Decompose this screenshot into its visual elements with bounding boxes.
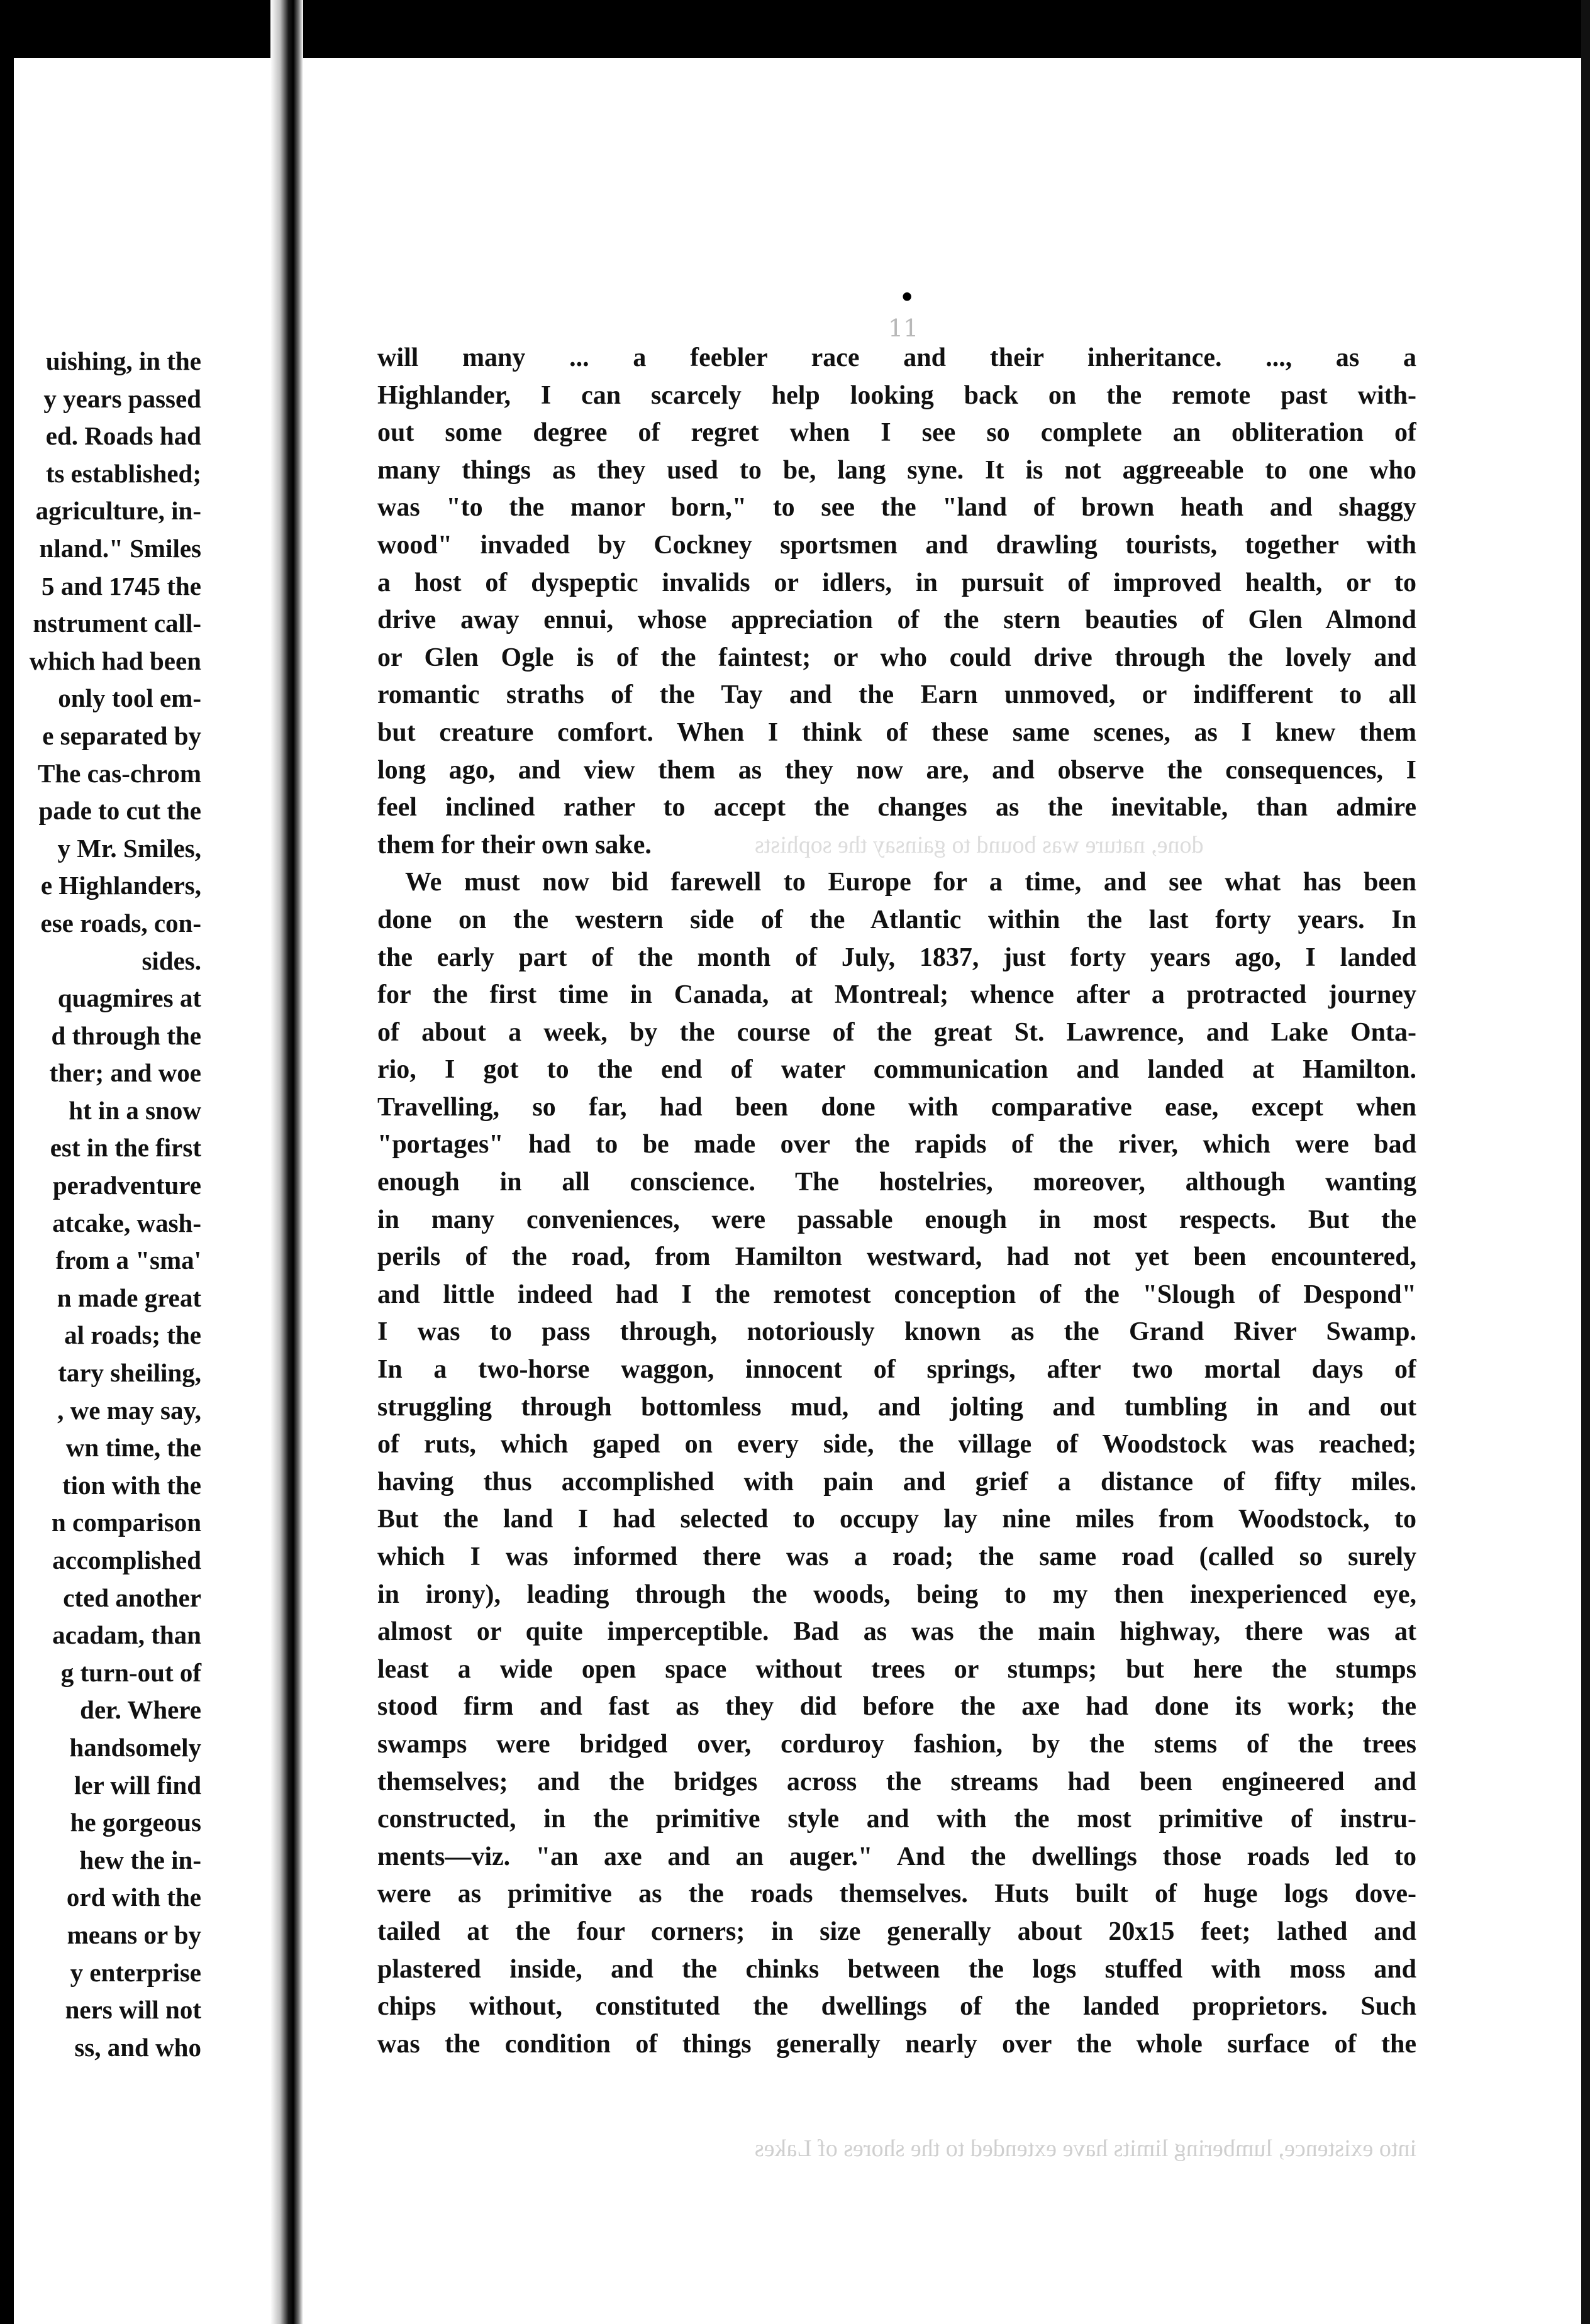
left-page-line: e Highlanders,: [40, 871, 201, 900]
text-line: done on the western side of the Atlantic within the last forty years. In: [377, 905, 1416, 934]
left-page-line: hew the in-: [79, 1845, 201, 1874]
page-number-faint: 11: [888, 314, 919, 342]
left-page-line: quagmires at: [57, 983, 201, 1013]
bleed-through-bottom: into existence, lumbering limits have extended to the shores of Lakes: [754, 2135, 1416, 2162]
left-page-line: g turn-out of: [60, 1657, 201, 1687]
left-page-line: acadam, than: [52, 1620, 201, 1650]
left-page-line: ht in a snow: [69, 1095, 201, 1125]
text-line: ments—viz. "an axe and an auger." And the dwellings those roads led to: [377, 1842, 1416, 1871]
left-page-line: ord with the: [66, 1883, 201, 1912]
left-page-line: nland." Smiles: [39, 533, 201, 563]
text-line: swamps were bridged over, corduroy fashion, by the stems of the trees: [377, 1729, 1416, 1759]
left-page-line: sides.: [142, 946, 201, 975]
left-page-line: n made great: [57, 1283, 201, 1312]
left-page-line: he gorgeous: [70, 1808, 201, 1837]
text-line: were as primitive as the roads themselves. Huts built of huge logs dove-: [377, 1879, 1416, 1909]
text-line: out some degree of regret when I see so complete an obliteration of: [377, 418, 1416, 448]
text-line: of about a week, by the course of the great St. Lawrence, and Lake Onta-: [377, 1017, 1416, 1047]
text-line: least a wide open space without trees or stumps; but here the stumps: [377, 1654, 1416, 1684]
right-page-body: [377, 340, 1416, 2063]
left-page-line: cted another: [63, 1583, 201, 1612]
text-line: romantic straths of the Tay and the Earn unmoved, or indifferent to all: [377, 680, 1416, 710]
scan-right-border: [1581, 0, 1590, 2324]
text-line: a host of dyspeptic invalids or idlers, in pursuit of improved health, or to: [377, 568, 1416, 597]
left-page-line: ese roads, con-: [40, 908, 201, 938]
text-line: rio, I got to the end of water communication and landed at Hamilton.: [377, 1055, 1416, 1085]
left-page-line: ther; and woe: [49, 1058, 201, 1088]
left-page-line: n comparison: [51, 1508, 201, 1537]
left-page-line: ler will find: [74, 1770, 201, 1800]
left-page-line: only tool em-: [58, 683, 201, 713]
text-line: Travelling, so far, had been done with comparative ease, except when: [377, 1092, 1416, 1122]
text-line: I was to pass through, notoriously known as the Grand River Swamp.: [377, 1317, 1416, 1347]
scan-top-border: [0, 0, 1590, 58]
text-line: perils of the road, from Hamilton westward, had not yet been encountered,: [377, 1242, 1416, 1272]
text-line: In a two-horse waggon, innocent of springs, after two mortal days of: [377, 1355, 1416, 1385]
left-page-line: The cas-chrom: [37, 758, 201, 788]
left-page-line: uishing, in the: [45, 346, 201, 375]
text-line: in irony), leading through the woods, being to my then inexperienced eye,: [377, 1580, 1416, 1609]
text-line: feel inclined rather to accept the changes as the inevitable, than admire: [377, 793, 1416, 822]
left-page-line: y enterprise: [70, 1957, 201, 1987]
text-line: for the first time in Canada, at Montreal; whence after a protracted journey: [377, 980, 1416, 1010]
text-line: them for their own sake.: [377, 830, 652, 860]
left-page-line: wn time, the: [65, 1433, 201, 1463]
left-page-line: y Mr. Smiles,: [57, 833, 201, 863]
text-line: struggling through bottomless mud, and jolting and tumbling in and out: [377, 1392, 1416, 1422]
left-page-line: handsomely: [69, 1732, 201, 1762]
left-page-line: from a "sma': [55, 1246, 201, 1275]
left-page-line: al roads; the: [64, 1320, 201, 1350]
left-page-line: ners will not: [65, 1995, 201, 2025]
left-page-line: tion with the: [62, 1470, 201, 1500]
text-line: stood firm and fast as they did before the axe had done its work; the: [377, 1692, 1416, 1722]
text-line: of ruts, which gaped on every side, the village of Woodstock was reached;: [377, 1430, 1416, 1459]
text-line: almost or quite imperceptible. Bad as was the main highway, there was at: [377, 1617, 1416, 1647]
page-mark: •: [899, 283, 915, 311]
text-line: was "to the manor born," to see the "land of brown heath and shaggy: [377, 493, 1416, 523]
left-page-line: ss, and who: [74, 2032, 201, 2062]
bleed-through-mid: done, nature was bound to gainsay the sophists: [755, 832, 1204, 858]
text-line: which I was informed there was a road; the same road (called so surely: [377, 1542, 1416, 1571]
text-line: having thus accomplished with pain and grief a distance of fifty miles.: [377, 1467, 1416, 1497]
text-line: was the condition of things generally nearly over the whole surface of the: [377, 2029, 1416, 2059]
text-line: Highlander, I can scarcely help looking back on the remote past with-: [377, 380, 1416, 410]
text-line: wood" invaded by Cockney sportsmen and drawling tourists, together with: [377, 530, 1416, 560]
text-line: or Glen Ogle is of the faintest; or who could drive through the lovely and: [377, 643, 1416, 672]
text-line: the early part of the month of July, 1837, just forty years ago, I landed: [377, 943, 1416, 972]
text-line: chips without, constituted the dwellings of the landed proprietors. Such: [377, 1992, 1416, 2022]
left-page-line: , we may say,: [57, 1395, 201, 1425]
text-line: themselves; and the bridges across the streams had been engineered and: [377, 1767, 1416, 1796]
text-line: constructed, in the primitive style and with the most primitive of instru-: [377, 1805, 1416, 1834]
left-page-fragment: [0, 343, 206, 2103]
text-line: But the land I had selected to occupy lay nine miles from Woodstock, to: [377, 1505, 1416, 1534]
text-line: in many conveniences, were passable enough in most respects. But the: [377, 1205, 1416, 1234]
left-page-line: which had been: [29, 646, 201, 675]
left-page-line: accomplished: [52, 1546, 201, 1574]
text-line: tailed at the four corners; in size generally about 20x15 feet; lathed and: [377, 1917, 1416, 1946]
text-line: long ago, and view them as they now are, and observe the consequences, I: [377, 755, 1416, 785]
left-page-line: d through the: [51, 1021, 201, 1050]
left-page-line: 5 and 1745 the: [41, 571, 201, 600]
left-page-line: means or by: [67, 1920, 201, 1949]
left-page-line: e separated by: [42, 721, 201, 750]
left-page-line: y years passed: [43, 384, 201, 413]
text-line: enough in all conscience. The hostelries, moreover, although wanting: [377, 1168, 1416, 1197]
left-page-line: tary sheiling,: [58, 1358, 201, 1388]
left-page-line: peradventure: [52, 1171, 201, 1200]
left-page-line: ed. Roads had: [45, 421, 201, 451]
left-page-line: est in the first: [50, 1133, 201, 1163]
book-gutter: [270, 0, 303, 2324]
text-line: will many ... a feebler race and their inheritance. ..., as a: [377, 343, 1416, 372]
text-line: "portages" had to be made over the rapids of the river, which were bad: [377, 1130, 1416, 1159]
text-line: drive away ennui, whose appreciation of the stern beauties of Glen Almond: [377, 606, 1416, 635]
text-line: but creature comfort. When I think of these same scenes, as I knew them: [377, 717, 1416, 747]
left-page-line: atcake, wash-: [52, 1208, 201, 1237]
left-page-line: nstrument call-: [33, 609, 201, 638]
left-page-line: der. Where: [80, 1695, 201, 1725]
text-line: and little indeed had I the remotest conception of the "Slough of Despond": [377, 1280, 1416, 1309]
text-line: many things as they used to be, lang syne. It is not aggreeable to one who: [377, 455, 1416, 485]
left-page-line: agriculture, in-: [35, 496, 201, 526]
left-page-line: ts established;: [45, 458, 201, 488]
left-page-line: pade to cut the: [38, 796, 201, 826]
text-line: We must now bid farewell to Europe for a time, and see what has been: [405, 868, 1416, 897]
text-line: plastered inside, and the chinks between the logs stuffed with moss and: [377, 1954, 1416, 1984]
